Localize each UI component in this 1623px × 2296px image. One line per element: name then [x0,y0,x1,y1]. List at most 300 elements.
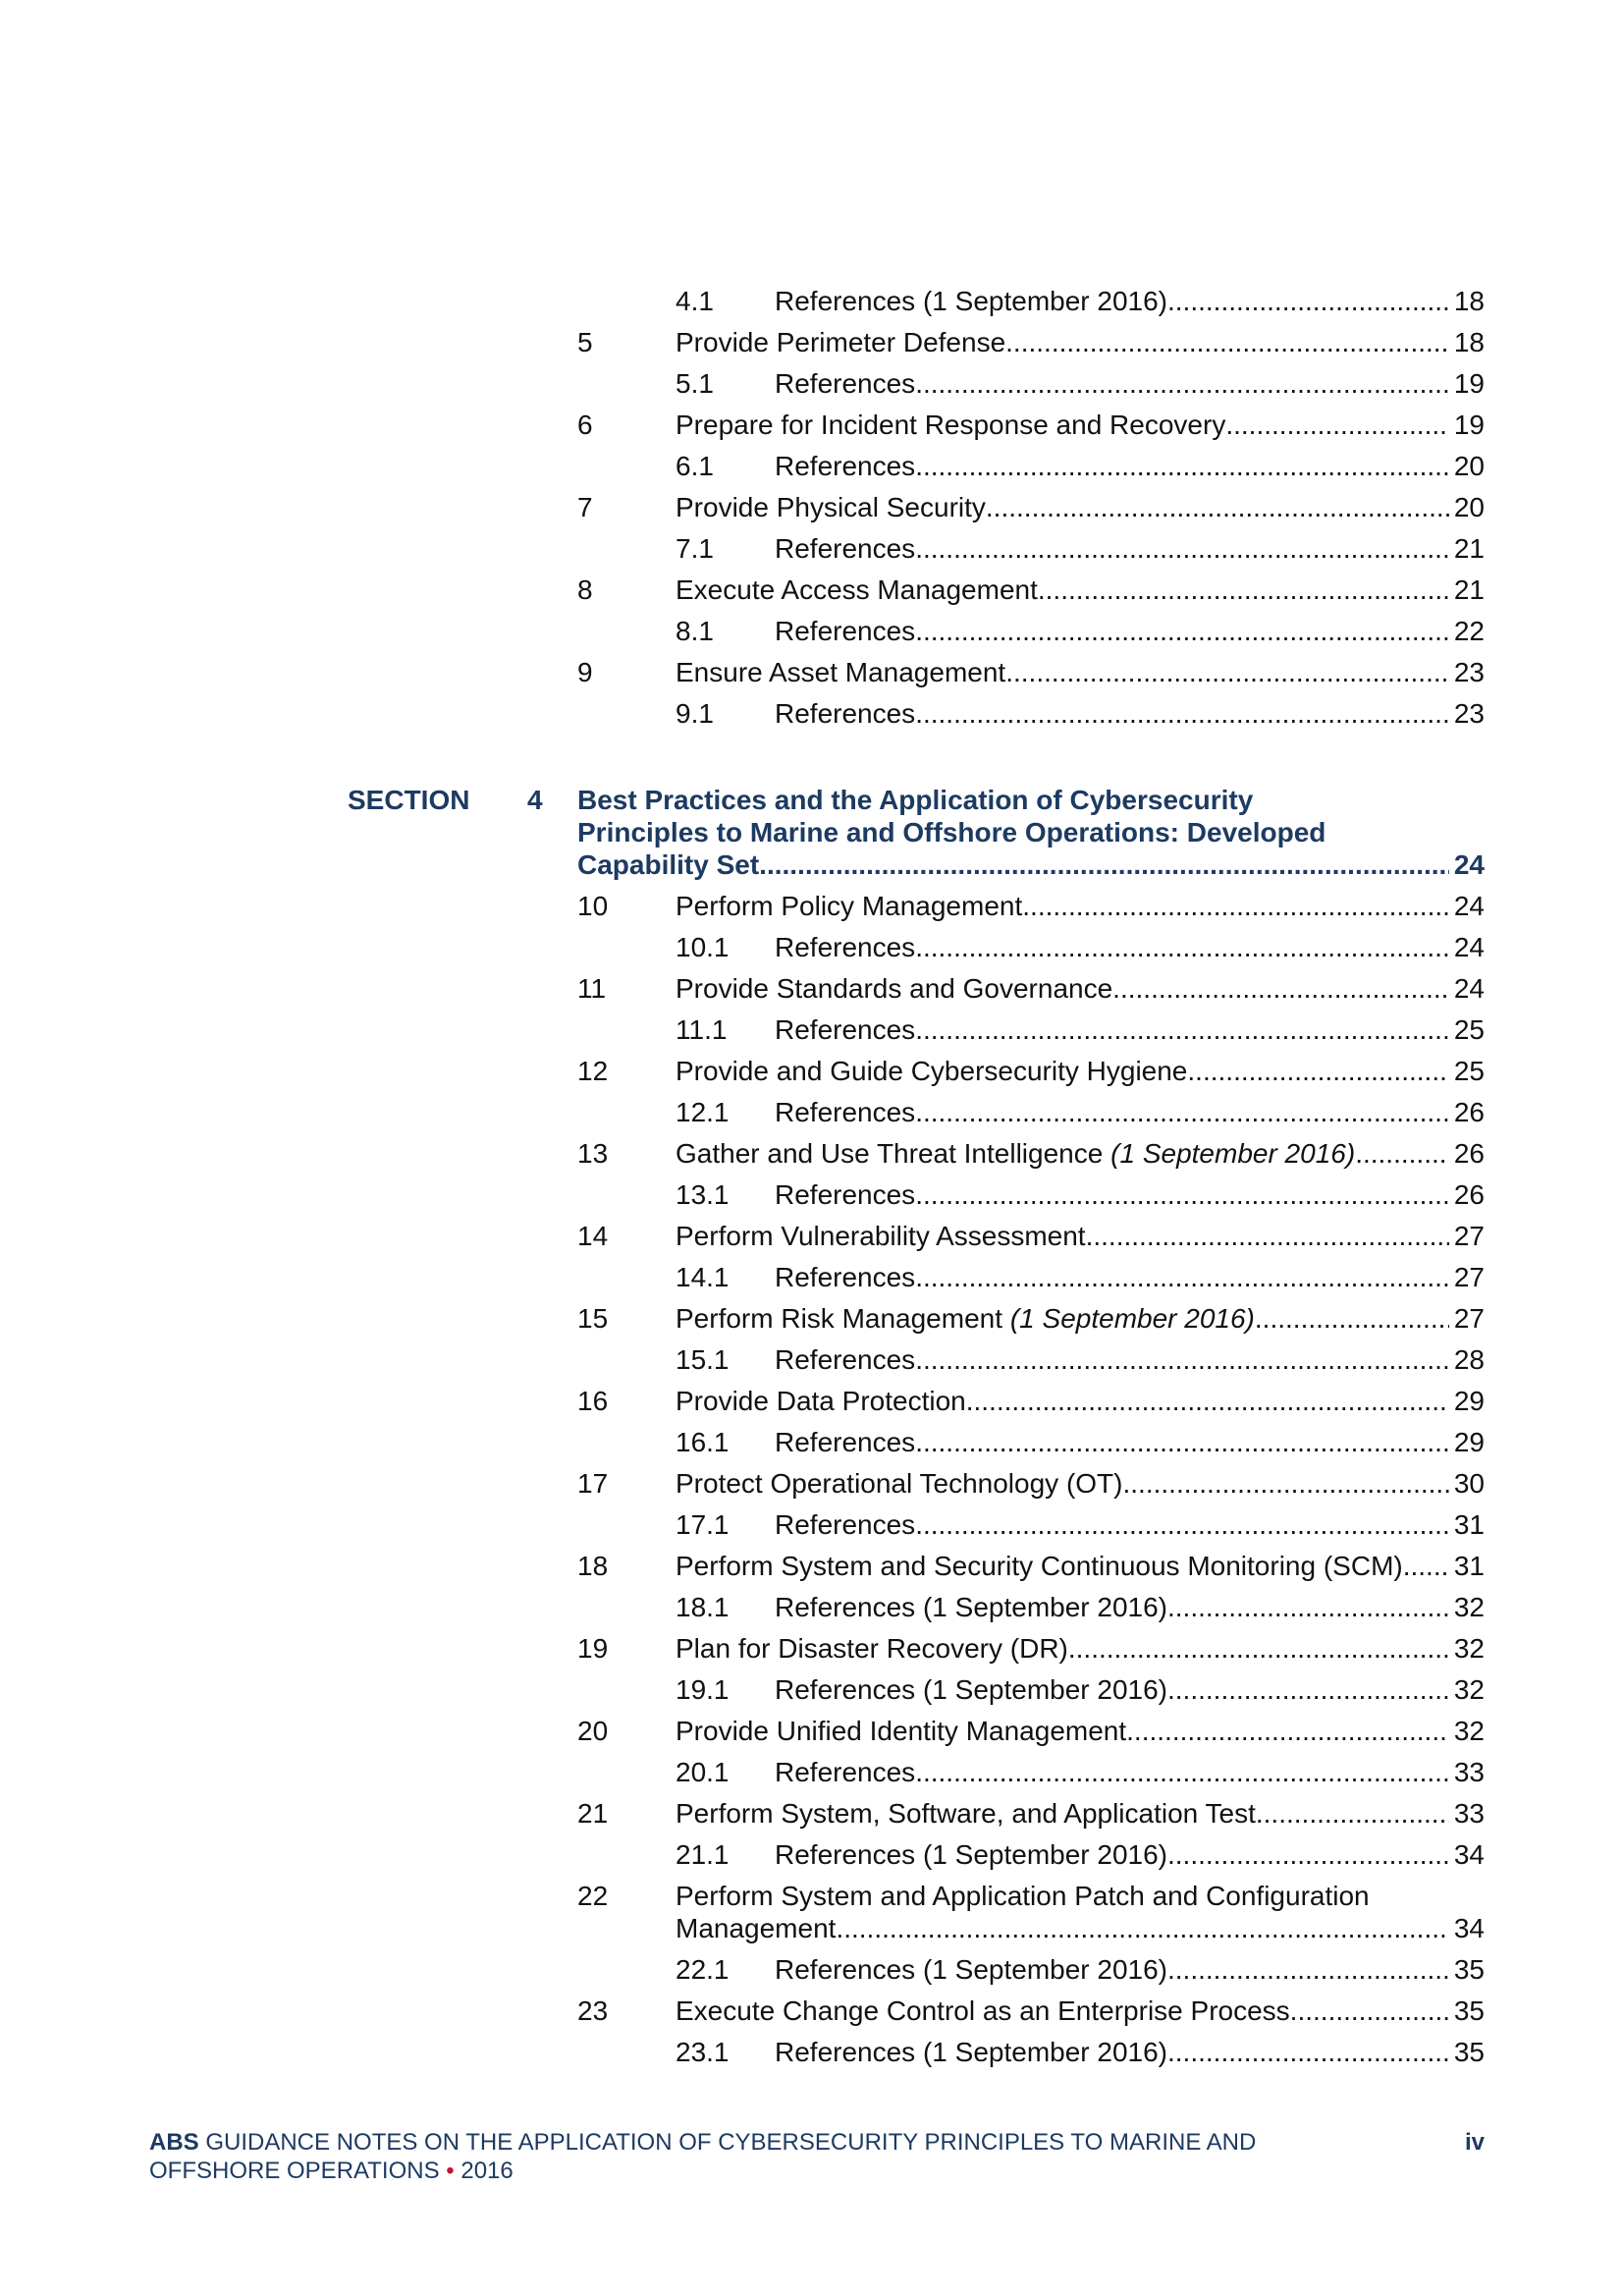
toc-subentry[interactable] [0,610,1485,651]
entry-number: 16.1 [676,1427,730,1457]
entry-number: 16 [577,1386,609,1416]
entry-text [676,1137,1485,1170]
entry-title: Provide Physical Security [676,491,986,522]
entry-title-line [775,450,1485,482]
page-number: 26 [1453,1179,1485,1210]
table-of-contents [0,280,1485,2073]
toc-entry[interactable] [0,1381,1485,1422]
entry-text [775,450,1485,482]
toc-entry[interactable] [0,1133,1485,1175]
entry-number: 17 [577,1468,609,1499]
page-number: 31 [1453,1509,1485,1540]
entry-text [775,1426,1485,1458]
entry-number: 15 [577,1303,609,1334]
entry-text [775,1178,1485,1211]
page-number: 21 [1453,574,1485,605]
entry-text [676,1715,1485,1747]
entry-number: 22 [577,1881,609,1911]
toc-subentry[interactable] [0,527,1485,569]
entry-title-line [775,1013,1485,1046]
entry-title: Perform System and Application Patch and Configuration [676,1881,1370,1911]
entry-title-line [775,1343,1485,1376]
entry-text [775,1591,1485,1623]
toc-entry[interactable] [0,1298,1485,1339]
page-number: 35 [1453,1954,1485,1985]
toc-entry[interactable] [0,1463,1485,1504]
toc-subentry[interactable] [0,1949,1485,1991]
entry-title-line [676,1220,1485,1252]
entry-title-line [676,1632,1485,1665]
entry-title-line [676,656,1485,688]
toc-entry[interactable] [0,569,1485,610]
dot-leader [966,1385,1449,1417]
toc-subentry[interactable] [0,927,1485,968]
entry-title-line [775,2036,1485,2068]
entry-number: 5 [577,326,593,357]
entry-text [676,574,1485,606]
entry-title-line [676,1912,1485,1944]
page-footer [149,2129,1485,2185]
page-number: 27 [1453,1262,1485,1292]
entry-title: Provide Standards and Governance [676,973,1113,1004]
entry-text [676,1880,1485,1944]
toc-subentry[interactable] [0,2032,1485,2073]
entry-text [676,656,1485,688]
entry-title: Provide and Guide Cybersecurity Hygiene [676,1056,1188,1086]
toc-subentry[interactable] [0,1339,1485,1381]
dot-leader [915,1756,1449,1788]
entry-title-line [676,1880,1485,1912]
section-title-text: Best Practices and the Application of Cybersecurity [577,785,1254,815]
footer-separator: • [446,2157,455,2184]
entry-text [676,491,1485,523]
entry-title: References [775,1427,916,1457]
page-number: 25 [1453,1014,1485,1045]
page-number: 32 [1453,1716,1485,1746]
entry-text [676,409,1485,441]
entry-number: 20.1 [676,1757,730,1787]
toc-carryover-list [0,280,1485,734]
entry-text [775,1756,1485,1788]
toc-subentry[interactable] [0,1752,1485,1793]
page-number: 26 [1453,1097,1485,1127]
entry-text [676,1467,1485,1500]
dot-leader [915,931,1449,963]
entry-title: References [775,450,916,481]
entry-number: 7.1 [676,532,714,564]
dot-leader [1187,1055,1448,1087]
toc-entry[interactable] [0,1546,1485,1587]
page-number: 35 [1453,2037,1485,2067]
dot-leader [1256,1797,1449,1830]
toc-entry[interactable] [0,1216,1485,1257]
dot-leader [1005,326,1449,358]
dot-leader [915,697,1449,730]
entry-text [775,1261,1485,1293]
page-number: 18 [1453,326,1485,357]
entry-title: References (1 September 2016) [775,285,1167,316]
page-number: 28 [1453,1344,1485,1375]
section-title [577,784,1485,881]
toc-subentry[interactable] [0,1422,1485,1463]
dot-leader [1403,1550,1449,1582]
entry-text [775,931,1485,963]
entry-text [676,1055,1485,1087]
page-number: 34 [1453,1913,1485,1943]
entry-number: 18.1 [676,1592,730,1622]
entry-title-line [775,1953,1485,1986]
dot-leader [1355,1137,1449,1170]
entry-title: Plan for Disaster Recovery (DR) [676,1633,1068,1664]
section-number: 4 [527,785,543,815]
entry-title-line [775,1096,1485,1128]
entry-title-line [775,1838,1485,1871]
toc-entry[interactable] [0,321,1485,362]
entry-title-line [775,615,1485,647]
entry-title: References (1 September 2016) [775,2037,1167,2067]
dot-leader [915,1508,1449,1541]
entry-title: References [775,697,916,729]
toc-entry[interactable] [0,1876,1485,1949]
footer-page-number: iv [1464,2129,1485,2156]
toc-entry[interactable] [0,1991,1485,2032]
entry-title-line [775,931,1485,963]
entry-title-line [775,1261,1485,1293]
page-number: 20 [1453,491,1485,522]
entry-title-line [775,367,1485,400]
entry-number: 13 [577,1138,609,1169]
toc-subentry[interactable] [0,1092,1485,1133]
dot-leader [915,1343,1449,1376]
dot-leader [915,1178,1449,1211]
dot-leader [915,367,1449,400]
page-number: 24 [1453,932,1485,962]
entry-number: 15.1 [676,1344,730,1375]
entry-number: 7 [577,491,593,522]
toc-entry[interactable] [0,1711,1485,1752]
dot-leader [915,1261,1449,1293]
section-label: SECTION [348,785,470,815]
entry-number: 11 [577,973,607,1004]
toc-subentry[interactable] [0,1834,1485,1876]
entry-text [676,972,1485,1005]
entry-number: 5.1 [676,367,714,399]
page-number: 27 [1453,1303,1485,1334]
entry-number: 19.1 [676,1674,730,1705]
page-number: 32 [1453,1633,1485,1664]
entry-title-line [775,1426,1485,1458]
page-number: 32 [1453,1674,1485,1705]
entry-number: 12.1 [676,1097,730,1127]
entry-text [775,1953,1485,1986]
entry-number: 20 [577,1716,609,1746]
entry-title: Perform System, Software, and Application Test [676,1798,1256,1829]
page-number: 33 [1453,1757,1485,1787]
entry-title-line [676,1137,1485,1170]
entry-title: Perform System and Security Continuous Monitoring (SCM) [676,1551,1403,1581]
section-title-text: Capability Set [577,849,760,880]
toc-entry[interactable] [0,1793,1485,1834]
section-page-number: 24 [1453,849,1485,880]
entry-title: References (1 September 2016) [775,1839,1167,1870]
dot-leader [1126,1715,1449,1747]
entry-number: 21 [577,1798,609,1829]
entry-text [676,1220,1485,1252]
page-number: 25 [1453,1056,1485,1086]
toc-subentry[interactable] [0,445,1485,486]
entry-title: Prepare for Incident Response and Recovery [676,409,1226,440]
page-number: 34 [1453,1839,1485,1870]
entry-title-line [676,1385,1485,1417]
entry-number: 9 [577,656,593,687]
toc-subentry[interactable] [0,1669,1485,1711]
footer-title-text: GUIDANCE NOTES ON THE APPLICATION OF CYBERSECURITY PRINCIPLES TO MARINE AND [205,2129,1257,2156]
entry-text [775,1673,1485,1706]
page-number: 18 [1453,285,1485,316]
dot-leader [1167,1591,1449,1623]
dot-leader [1112,972,1449,1005]
dot-leader [915,1013,1449,1046]
entry-title: References [775,1344,916,1375]
entry-text [775,532,1485,565]
entry-number: 22.1 [676,1954,730,1985]
toc-subentry[interactable] [0,280,1485,321]
entry-title: References [775,1509,916,1540]
toc-entry[interactable] [0,968,1485,1010]
entry-text [676,1797,1485,1830]
entry-title: References [775,1757,916,1787]
toc-subentry[interactable] [0,1175,1485,1216]
page-number: 29 [1453,1427,1485,1457]
toc-entry[interactable] [0,404,1485,445]
entry-title: Ensure Asset Management [676,656,1006,687]
entry-text [676,1385,1485,1417]
entry-title-line [775,285,1485,317]
entry-text [676,326,1485,358]
page-number: 21 [1453,532,1485,564]
dot-leader [1038,574,1449,606]
entry-text [775,1096,1485,1128]
page-number: 35 [1453,1995,1485,2026]
dot-leader [1086,1220,1449,1252]
entry-title-line [676,409,1485,441]
page-number: 26 [1453,1138,1485,1169]
entry-title-line [676,326,1485,358]
entry-title: Gather and Use Threat Intelligence [676,1138,1104,1169]
toc-entry[interactable] [0,1051,1485,1092]
entry-text [775,1343,1485,1376]
dot-leader [915,532,1449,565]
entry-title: References [775,615,916,646]
page-number: 27 [1453,1221,1485,1251]
entry-text [676,890,1485,922]
footer-title-text: OFFSHORE OPERATIONS [149,2157,440,2184]
entry-number: 17.1 [676,1509,730,1540]
entry-title: Execute Access Management [676,574,1038,605]
dot-leader [1290,1995,1449,2027]
entry-number: 11.1 [676,1014,728,1045]
entry-number: 14.1 [676,1262,730,1292]
entry-title: References [775,532,916,564]
entry-title: Execute Change Control as an Enterprise Process [676,1995,1290,2026]
section-heading[interactable] [0,780,1485,886]
toc-entry[interactable] [0,886,1485,927]
section-title-line [577,816,1485,848]
footer-year: 2016 [460,2157,514,2184]
dot-leader [1167,1838,1449,1871]
page-number: 23 [1453,697,1485,729]
entry-title: Provide Perimeter Defense [676,326,1006,357]
entry-title: References [775,1014,916,1045]
page-number: 24 [1453,973,1485,1004]
entry-text [775,2036,1485,2068]
entry-title: References (1 September 2016) [775,1674,1167,1705]
toc-subentry[interactable] [0,1587,1485,1628]
entry-number: 6 [577,409,593,440]
dot-leader [1255,1302,1449,1335]
entry-number: 8 [577,574,593,605]
toc-entry[interactable] [0,1628,1485,1669]
entry-title: References [775,1262,916,1292]
entry-number: 12 [577,1056,609,1086]
entry-text [775,615,1485,647]
entry-title-line [775,532,1485,565]
footer-title-line [149,2158,1485,2186]
entry-title: Provide Unified Identity Management [676,1716,1127,1746]
entry-title-line [676,890,1485,922]
entry-text [775,1838,1485,1871]
entry-number: 14 [577,1221,609,1251]
footer-title-line [149,2129,1485,2158]
entry-number: 23.1 [676,2037,730,2067]
dot-leader [759,848,1449,881]
entry-text [775,285,1485,317]
toc-section-list [0,886,1485,2073]
entry-text [676,1995,1485,2027]
entry-title-line [676,1995,1485,2027]
entry-title: References [775,1097,916,1127]
dot-leader [915,450,1449,482]
dot-leader [1005,656,1449,688]
entry-number: 10 [577,891,609,921]
page-number: 30 [1453,1468,1485,1499]
entry-title-line [775,1756,1485,1788]
entry-title-line [676,491,1485,523]
entry-title: References (1 September 2016) [775,1592,1167,1622]
toc-subentry[interactable] [0,1010,1485,1051]
page-number: 22 [1453,615,1485,646]
entry-title: References [775,367,916,399]
entry-title-line [775,697,1485,730]
entry-number: 23 [577,1995,609,2026]
entry-number: 4.1 [676,285,714,316]
entry-date-note: (1 September 2016) [1009,1303,1255,1334]
entry-title: Management [676,1913,837,1943]
toc-subentry[interactable] [0,362,1485,404]
entry-title-line [676,1467,1485,1500]
section-title-text: Principles to Marine and Offshore Operations: Developed [577,817,1326,847]
entry-title: References [775,1179,916,1210]
entry-title: References (1 September 2016) [775,1954,1167,1985]
entry-title-line [676,1797,1485,1830]
entry-title-line [676,1302,1485,1335]
entry-date-note: (1 September 2016) [1110,1138,1356,1169]
page-number: 24 [1453,891,1485,921]
page-number: 29 [1453,1386,1485,1416]
entry-title-line [775,1178,1485,1211]
entry-title-line [775,1508,1485,1541]
toc-subentry[interactable] [0,1257,1485,1298]
dot-leader [836,1912,1448,1944]
page-number: 32 [1453,1592,1485,1622]
dot-leader [986,491,1449,523]
entry-title: Perform Policy Management [676,891,1023,921]
page-number: 23 [1453,656,1485,687]
entry-number: 10.1 [676,932,730,962]
entry-title: Provide Data Protection [676,1386,966,1416]
entry-number: 21.1 [676,1839,730,1870]
entry-number: 19 [577,1633,609,1664]
entry-title-line [676,972,1485,1005]
dot-leader [915,615,1449,647]
toc-subentry[interactable] [0,692,1485,734]
toc-entry[interactable] [0,651,1485,692]
entry-title-line [676,1550,1485,1582]
dot-leader [915,1426,1449,1458]
entry-title: Perform Vulnerability Assessment [676,1221,1086,1251]
entry-text [676,1632,1485,1665]
dot-leader [915,1096,1449,1128]
entry-text [775,1508,1485,1541]
section-title-line [577,784,1485,816]
dot-leader [1122,1467,1448,1500]
entry-number: 9.1 [676,697,714,729]
entry-number: 13.1 [676,1179,730,1210]
toc-subentry[interactable] [0,1504,1485,1546]
entry-text [676,1550,1485,1582]
dot-leader [1167,2036,1449,2068]
page-number: 33 [1453,1798,1485,1829]
entry-number: 6.1 [676,450,714,481]
page-number: 31 [1453,1551,1485,1581]
entry-title: References [775,932,916,962]
entry-title: Perform Risk Management [676,1303,1003,1334]
dot-leader [1167,1673,1449,1706]
entry-title: Protect Operational Technology (OT) [676,1468,1123,1499]
entry-title-line [775,1673,1485,1706]
entry-text [676,1302,1485,1335]
dot-leader [1167,1953,1449,1986]
dot-leader [1167,285,1449,317]
toc-entry[interactable] [0,486,1485,527]
page-number: 19 [1453,367,1485,399]
entry-title-line [676,1715,1485,1747]
dot-leader [1225,409,1449,441]
page-number: 20 [1453,450,1485,481]
dot-leader [1022,890,1449,922]
entry-text [775,1013,1485,1046]
entry-title-line [775,1591,1485,1623]
footer-brand: ABS [149,2129,199,2156]
entry-title-line [676,574,1485,606]
entry-number: 8.1 [676,615,714,646]
entry-text [775,367,1485,400]
entry-text [775,697,1485,730]
entry-title-line [676,1055,1485,1087]
dot-leader [1068,1632,1449,1665]
section-title-line [577,848,1485,881]
page-number: 19 [1453,409,1485,440]
